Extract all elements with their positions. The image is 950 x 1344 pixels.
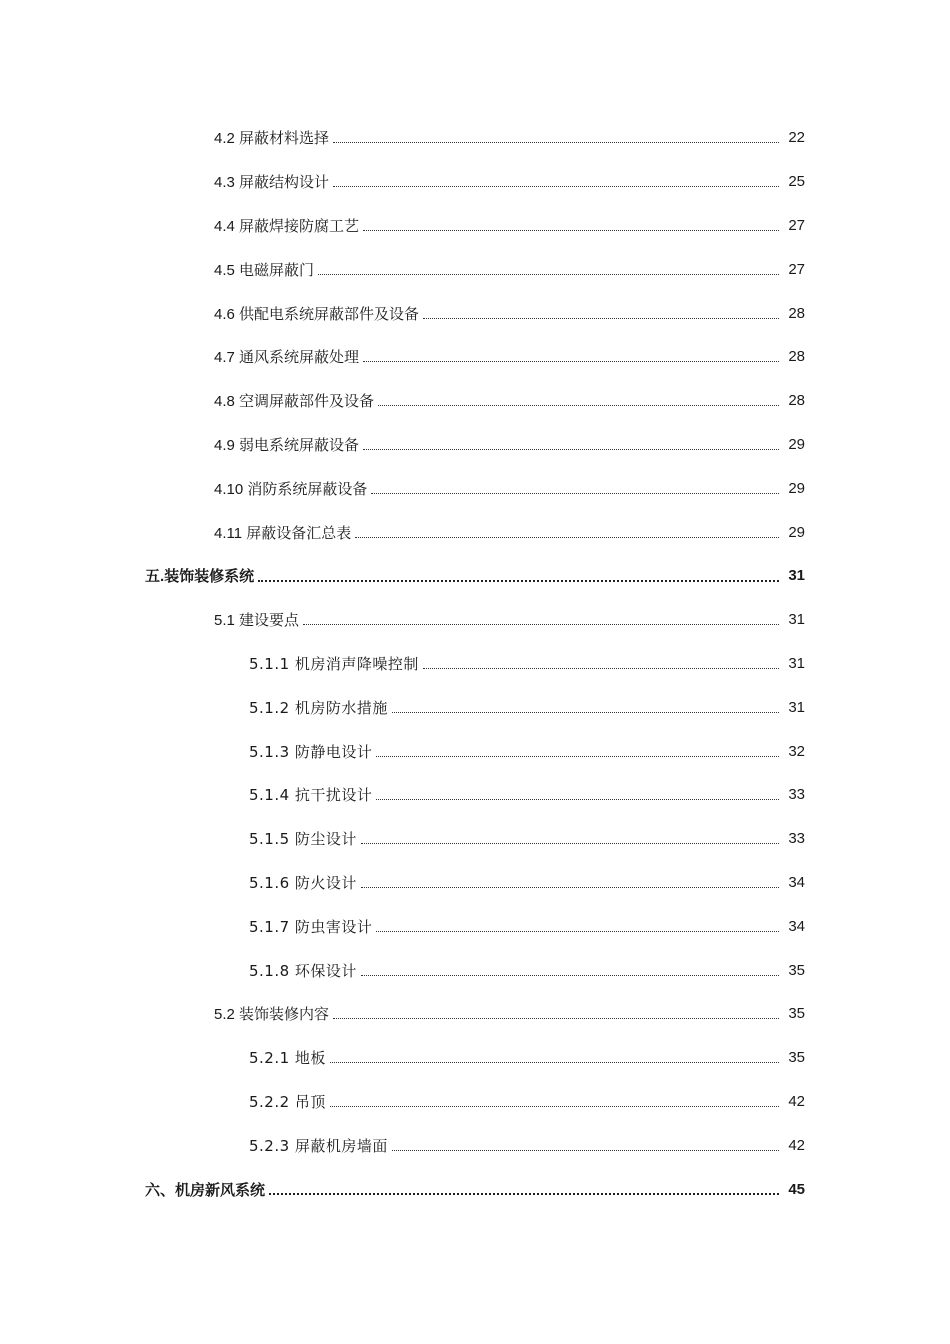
- toc-entry-page-number: 27: [788, 216, 805, 234]
- dot-leader: [423, 318, 779, 319]
- dot-leader: [392, 712, 779, 713]
- toc-entry[interactable]: [0, 335, 950, 379]
- toc-entry-title: 5.2.2 吊顶: [249, 1092, 326, 1111]
- toc-entry-title: 4.6 供配电系统屏蔽部件及设备: [214, 303, 421, 324]
- table-of-contents: [0, 116, 950, 1211]
- toc-entry-title: 4.11 屏蔽设备汇总表: [214, 522, 353, 543]
- dot-leader: [371, 493, 779, 494]
- toc-entry-page-number: 28: [788, 348, 805, 366]
- toc-entry[interactable]: [0, 247, 950, 291]
- toc-entry-title: 5.1.3 防静电设计: [249, 742, 373, 761]
- toc-entry-page-number: 25: [788, 173, 805, 191]
- dot-leader: [333, 142, 779, 143]
- toc-entry-title: 5.2.3 屏蔽机房墙面: [249, 1136, 388, 1155]
- toc-entry-title: 4.10 消防系统屏蔽设备: [214, 478, 369, 499]
- dot-leader: [330, 1062, 779, 1063]
- dot-leader: [303, 624, 779, 625]
- dot-leader: [333, 186, 779, 187]
- toc-entry-page-number: 42: [788, 1136, 805, 1154]
- toc-entry-title: 4.4 屏蔽焊接防腐工艺: [214, 215, 361, 236]
- dot-leader: [378, 405, 779, 406]
- toc-entry-title: 六、机房新风系统: [145, 1179, 267, 1200]
- toc-entry[interactable]: [0, 642, 950, 686]
- toc-entry[interactable]: [0, 729, 950, 773]
- dot-leader: [355, 537, 779, 538]
- toc-entry-page-number: 22: [788, 129, 805, 147]
- toc-entry[interactable]: [0, 291, 950, 335]
- dot-leader: [363, 449, 779, 450]
- toc-entry-title: 4.8 空调屏蔽部件及设备: [214, 390, 376, 411]
- toc-entry[interactable]: [0, 1167, 950, 1211]
- toc-entry[interactable]: [0, 904, 950, 948]
- toc-entry-page-number: 35: [788, 961, 805, 979]
- toc-entry-page-number: 31: [788, 611, 805, 629]
- dot-leader: [376, 799, 779, 800]
- toc-entry-title: 5.2.1 地板: [249, 1049, 326, 1068]
- dot-leader: [376, 756, 779, 757]
- dot-leader: [258, 580, 779, 582]
- dot-leader: [423, 668, 779, 669]
- toc-entry[interactable]: [0, 1036, 950, 1080]
- toc-entry-page-number: 28: [788, 304, 805, 322]
- toc-entry-title: 4.5 电磁屏蔽门: [214, 259, 316, 280]
- toc-entry-page-number: 29: [788, 435, 805, 453]
- toc-entry-title: 五.装饰装修系统: [145, 565, 256, 586]
- toc-entry-page-number: 34: [788, 917, 805, 935]
- toc-entry-title: 5.1.5 防尘设计: [249, 830, 357, 849]
- toc-entry-page-number: 33: [788, 786, 805, 804]
- toc-entry-page-number: 29: [788, 523, 805, 541]
- toc-entry-title: 4.2 屏蔽材料选择: [214, 127, 331, 148]
- toc-entry-page-number: 31: [788, 567, 805, 585]
- dot-leader: [363, 230, 779, 231]
- toc-entry-title: 4.7 通风系统屏蔽处理: [214, 346, 361, 367]
- dot-leader: [363, 361, 779, 362]
- toc-entry[interactable]: [0, 1123, 950, 1167]
- toc-entry-title: 5.1.1 机房消声降噪控制: [249, 654, 419, 673]
- toc-entry-page-number: 27: [788, 260, 805, 278]
- toc-entry[interactable]: [0, 116, 950, 160]
- toc-entry-title: 5.1.8 环保设计: [249, 961, 357, 980]
- dot-leader: [376, 931, 779, 932]
- dot-leader: [361, 843, 779, 844]
- toc-entry[interactable]: [0, 510, 950, 554]
- toc-entry-page-number: 42: [788, 1092, 805, 1110]
- dot-leader: [361, 975, 779, 976]
- toc-entry-page-number: 35: [788, 1005, 805, 1023]
- toc-entry-title: 5.1.6 防火设计: [249, 873, 357, 892]
- toc-entry[interactable]: [0, 817, 950, 861]
- toc-entry[interactable]: [0, 861, 950, 905]
- toc-entry-page-number: 31: [788, 654, 805, 672]
- toc-entry-page-number: 45: [788, 1180, 805, 1198]
- toc-entry-page-number: 32: [788, 742, 805, 760]
- toc-entry-page-number: 28: [788, 392, 805, 410]
- toc-entry-title: 5.1 建设要点: [214, 609, 301, 630]
- toc-entry-title: 5.2 装饰装修内容: [214, 1003, 331, 1024]
- toc-entry-page-number: 31: [788, 698, 805, 716]
- toc-entry[interactable]: [0, 598, 950, 642]
- dot-leader: [361, 887, 779, 888]
- toc-entry[interactable]: [0, 204, 950, 248]
- toc-entry[interactable]: [0, 160, 950, 204]
- toc-entry-title: 4.3 屏蔽结构设计: [214, 171, 331, 192]
- dot-leader: [269, 1193, 779, 1195]
- toc-entry-page-number: 33: [788, 830, 805, 848]
- toc-entry[interactable]: [0, 992, 950, 1036]
- toc-entry-title: 5.1.7 防虫害设计: [249, 917, 373, 936]
- toc-entry-page-number: 34: [788, 873, 805, 891]
- dot-leader: [330, 1106, 779, 1107]
- toc-entry-page-number: 29: [788, 479, 805, 497]
- toc-entry[interactable]: [0, 554, 950, 598]
- toc-entry[interactable]: [0, 379, 950, 423]
- toc-entry-title: 5.1.2 机房防水措施: [249, 698, 388, 717]
- toc-entry-page-number: 35: [788, 1049, 805, 1067]
- toc-entry[interactable]: [0, 466, 950, 510]
- toc-entry[interactable]: [0, 423, 950, 467]
- dot-leader: [333, 1018, 779, 1019]
- dot-leader: [392, 1150, 779, 1151]
- toc-entry[interactable]: [0, 685, 950, 729]
- toc-entry[interactable]: [0, 948, 950, 992]
- toc-entry-title: 5.1.4 抗干扰设计: [249, 786, 373, 805]
- dot-leader: [318, 274, 779, 275]
- toc-entry-title: 4.9 弱电系统屏蔽设备: [214, 434, 361, 455]
- toc-entry[interactable]: [0, 1080, 950, 1124]
- toc-entry[interactable]: [0, 773, 950, 817]
